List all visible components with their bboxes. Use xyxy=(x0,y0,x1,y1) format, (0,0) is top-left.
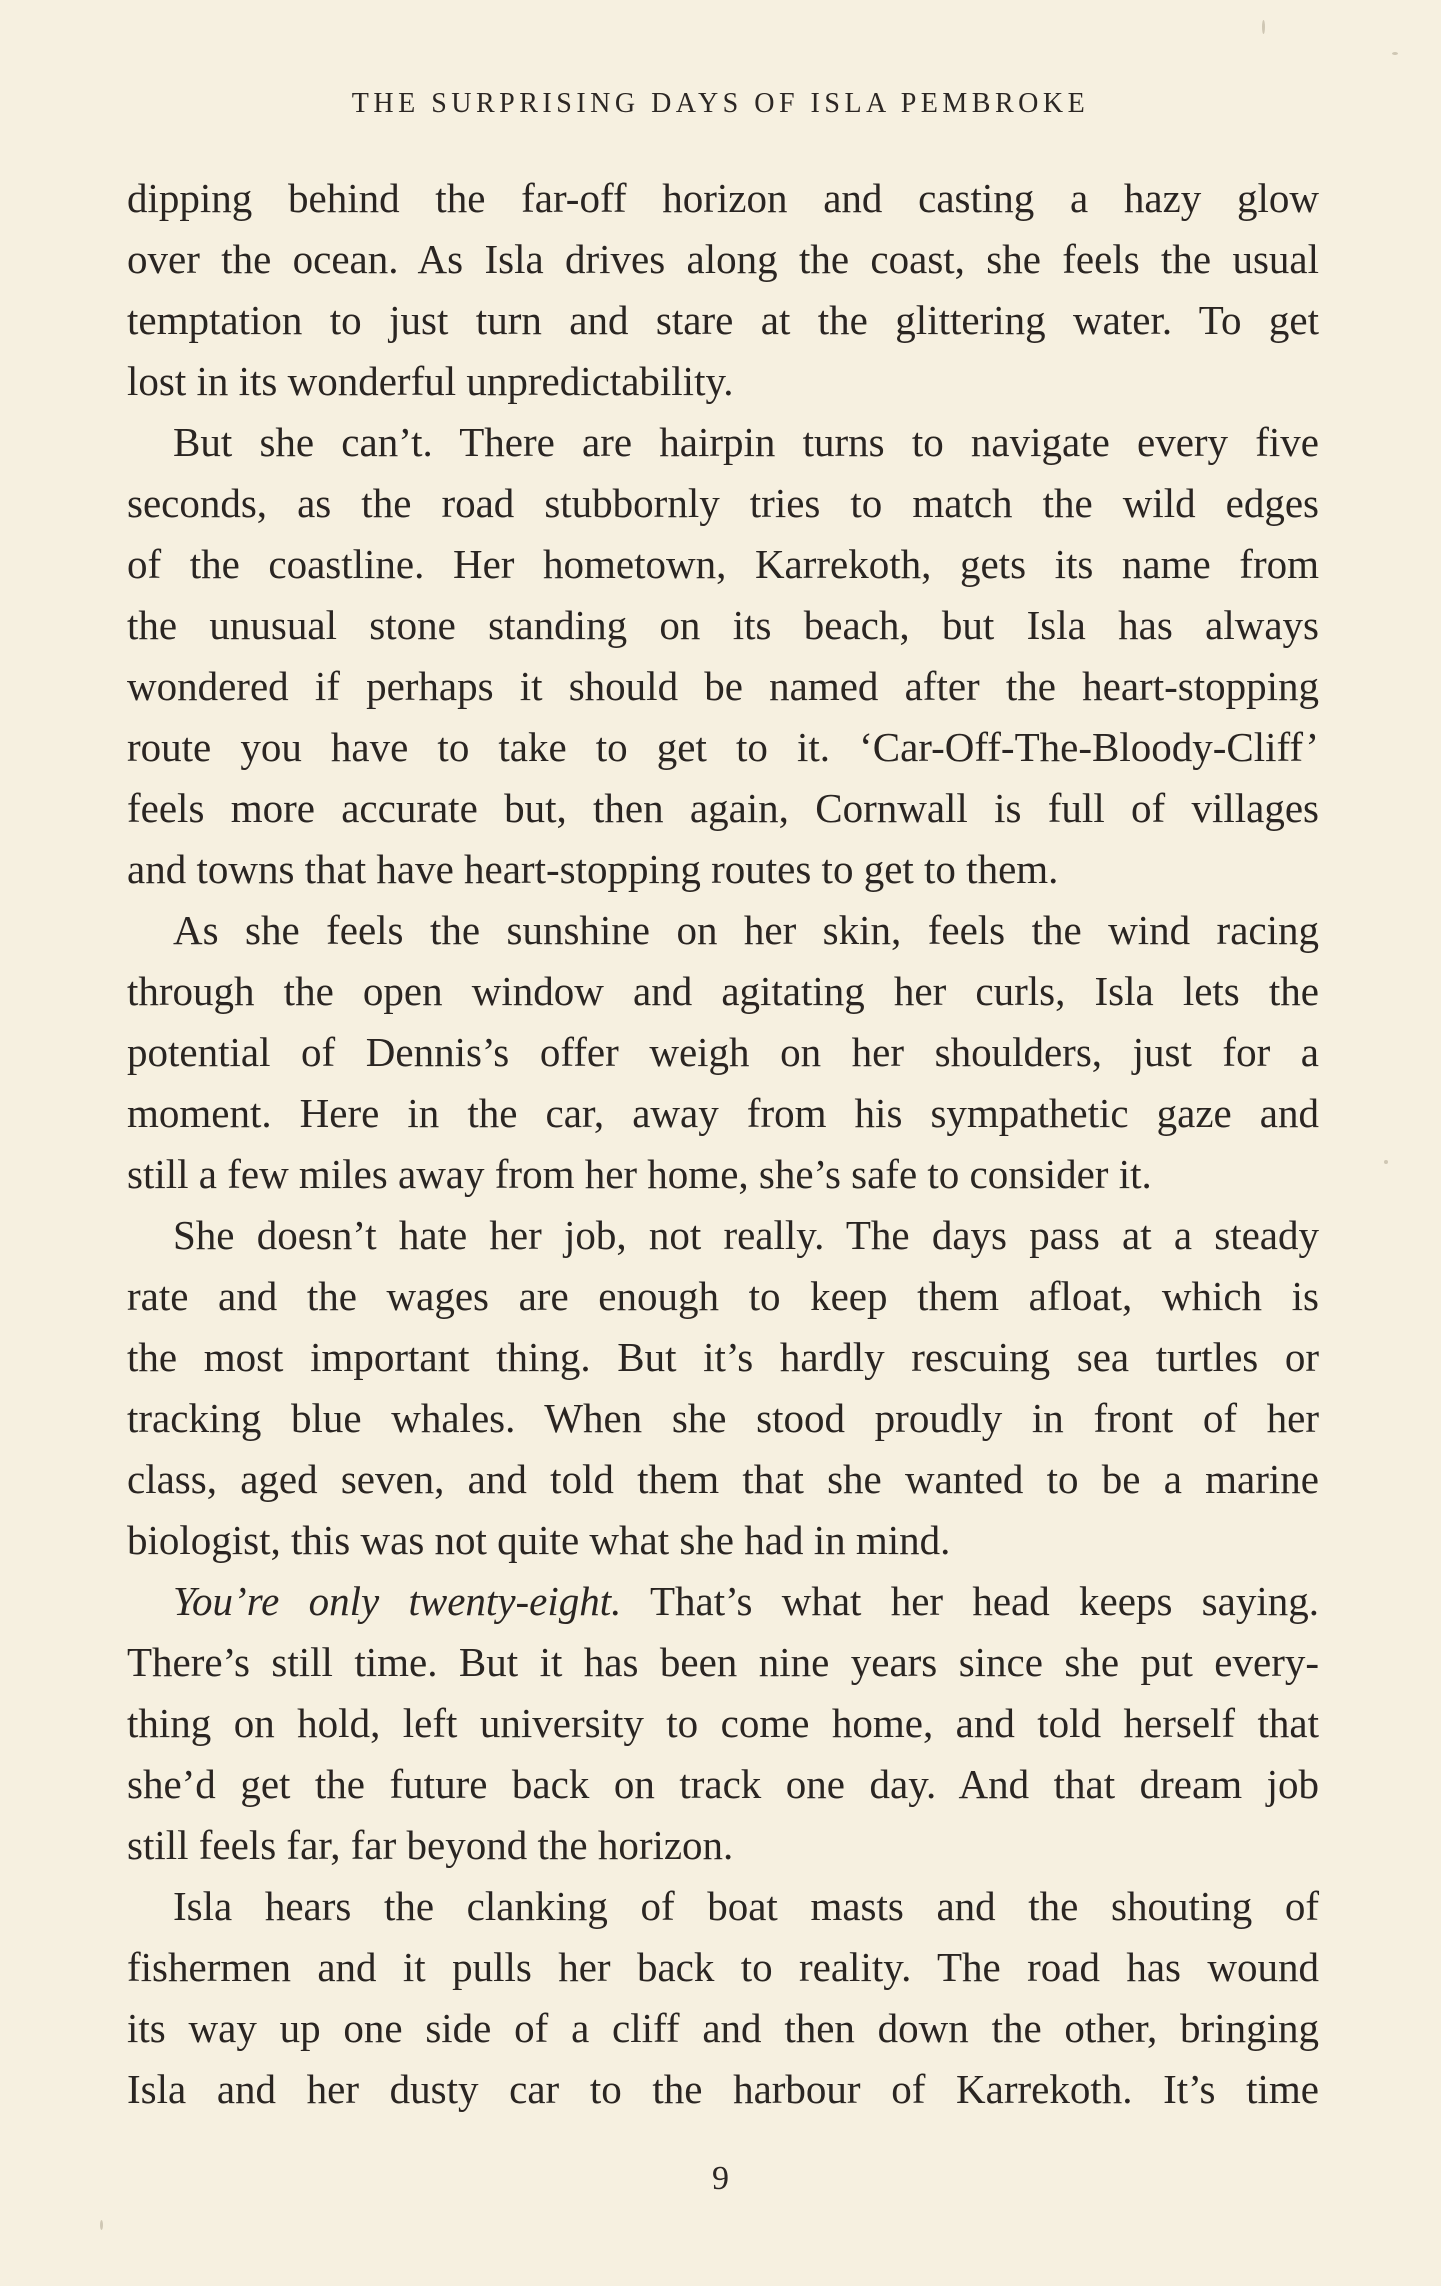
text-line: temptation to just turn and stare at the glittering water. To get xyxy=(127,297,1319,343)
text-line: through the open window and agitating her curls, Isla lets the xyxy=(127,968,1319,1014)
text-line: seconds, as the road stubbornly tries to match the wild edges xyxy=(127,480,1319,526)
text-line: wondered if perhaps it should be named after the heart-stopping xyxy=(127,663,1319,709)
paper-speck xyxy=(1392,52,1398,55)
text-line: thing on hold, left university to come home, and told herself that xyxy=(127,1700,1319,1746)
text-line-rest: That’s what her head keeps saying. xyxy=(621,1578,1319,1624)
text-line: Isla and her dusty car to the harbour of Karrekoth. It’s time xyxy=(127,2066,1319,2112)
text-line: class, aged seven, and told them that she wanted to be a marine xyxy=(127,1456,1319,1502)
italic-phrase: You’re only twenty-eight. xyxy=(173,1578,622,1624)
text-line: moment. Here in the car, away from his sympathetic gaze and xyxy=(127,1090,1319,1136)
paper-speck xyxy=(1384,1160,1388,1164)
text-line: fishermen and it pulls her back to reality. The road has wound xyxy=(127,1944,1319,1990)
text-line: and towns that have heart-stopping routes to get to them. xyxy=(127,846,1059,892)
body-text xyxy=(127,168,1319,2120)
text-line: Isla hears the clanking of boat masts and the shouting of xyxy=(173,1883,1319,1929)
text-line: feels more accurate but, then again, Cornwall is full of villages xyxy=(127,785,1319,831)
text-line: She doesn’t hate her job, not really. The days pass at a steady xyxy=(173,1212,1319,1258)
text-line: tracking blue whales. When she stood proudly in front of her xyxy=(127,1395,1319,1441)
text-line: lost in its wonderful unpredictability. xyxy=(127,358,734,404)
text-line: route you have to take to get to it. ‘Car-Off-The-Bloody-Cliff’ xyxy=(127,724,1319,770)
text-line: the unusual stone standing on its beach, but Isla has always xyxy=(127,602,1319,648)
text-line: she’d get the future back on track one day. And that dream job xyxy=(127,1761,1319,1807)
text-line xyxy=(127,1571,1319,1632)
text-line: still feels far, far beyond the horizon. xyxy=(127,1822,734,1868)
paper-speck xyxy=(1262,20,1265,34)
text-line: But she can’t. There are hairpin turns to navigate every five xyxy=(173,419,1319,465)
text-line: biologist, this was not quite what she had in mind. xyxy=(127,1517,951,1563)
text-line: the most important thing. But it’s hardly rescuing sea turtles or xyxy=(127,1334,1319,1380)
running-head: THE SURPRISING DAYS OF ISLA PEMBROKE xyxy=(351,88,1090,119)
text-line: As she feels the sunshine on her skin, feels the wind racing xyxy=(173,907,1319,953)
text-line: rate and the wages are enough to keep them afloat, which is xyxy=(127,1273,1319,1319)
text-line: over the ocean. As Isla drives along the coast, she feels the usual xyxy=(127,236,1319,282)
text-line: of the coastline. Her hometown, Karrekoth, gets its name from xyxy=(127,541,1319,587)
text-line: There’s still time. But it has been nine years since she put every- xyxy=(127,1639,1319,1685)
paper-speck xyxy=(100,2220,103,2230)
text-line: potential of Dennis’s offer weigh on her shoulders, just for a xyxy=(127,1029,1319,1075)
page-number: 9 xyxy=(712,2160,729,2197)
text-line: dipping behind the far-off horizon and casting a hazy glow xyxy=(127,175,1319,221)
text-line: its way up one side of a cliff and then down the other, bringing xyxy=(127,2005,1319,2051)
text-line: still a few miles away from her home, she’s safe to consider it. xyxy=(127,1151,1152,1197)
